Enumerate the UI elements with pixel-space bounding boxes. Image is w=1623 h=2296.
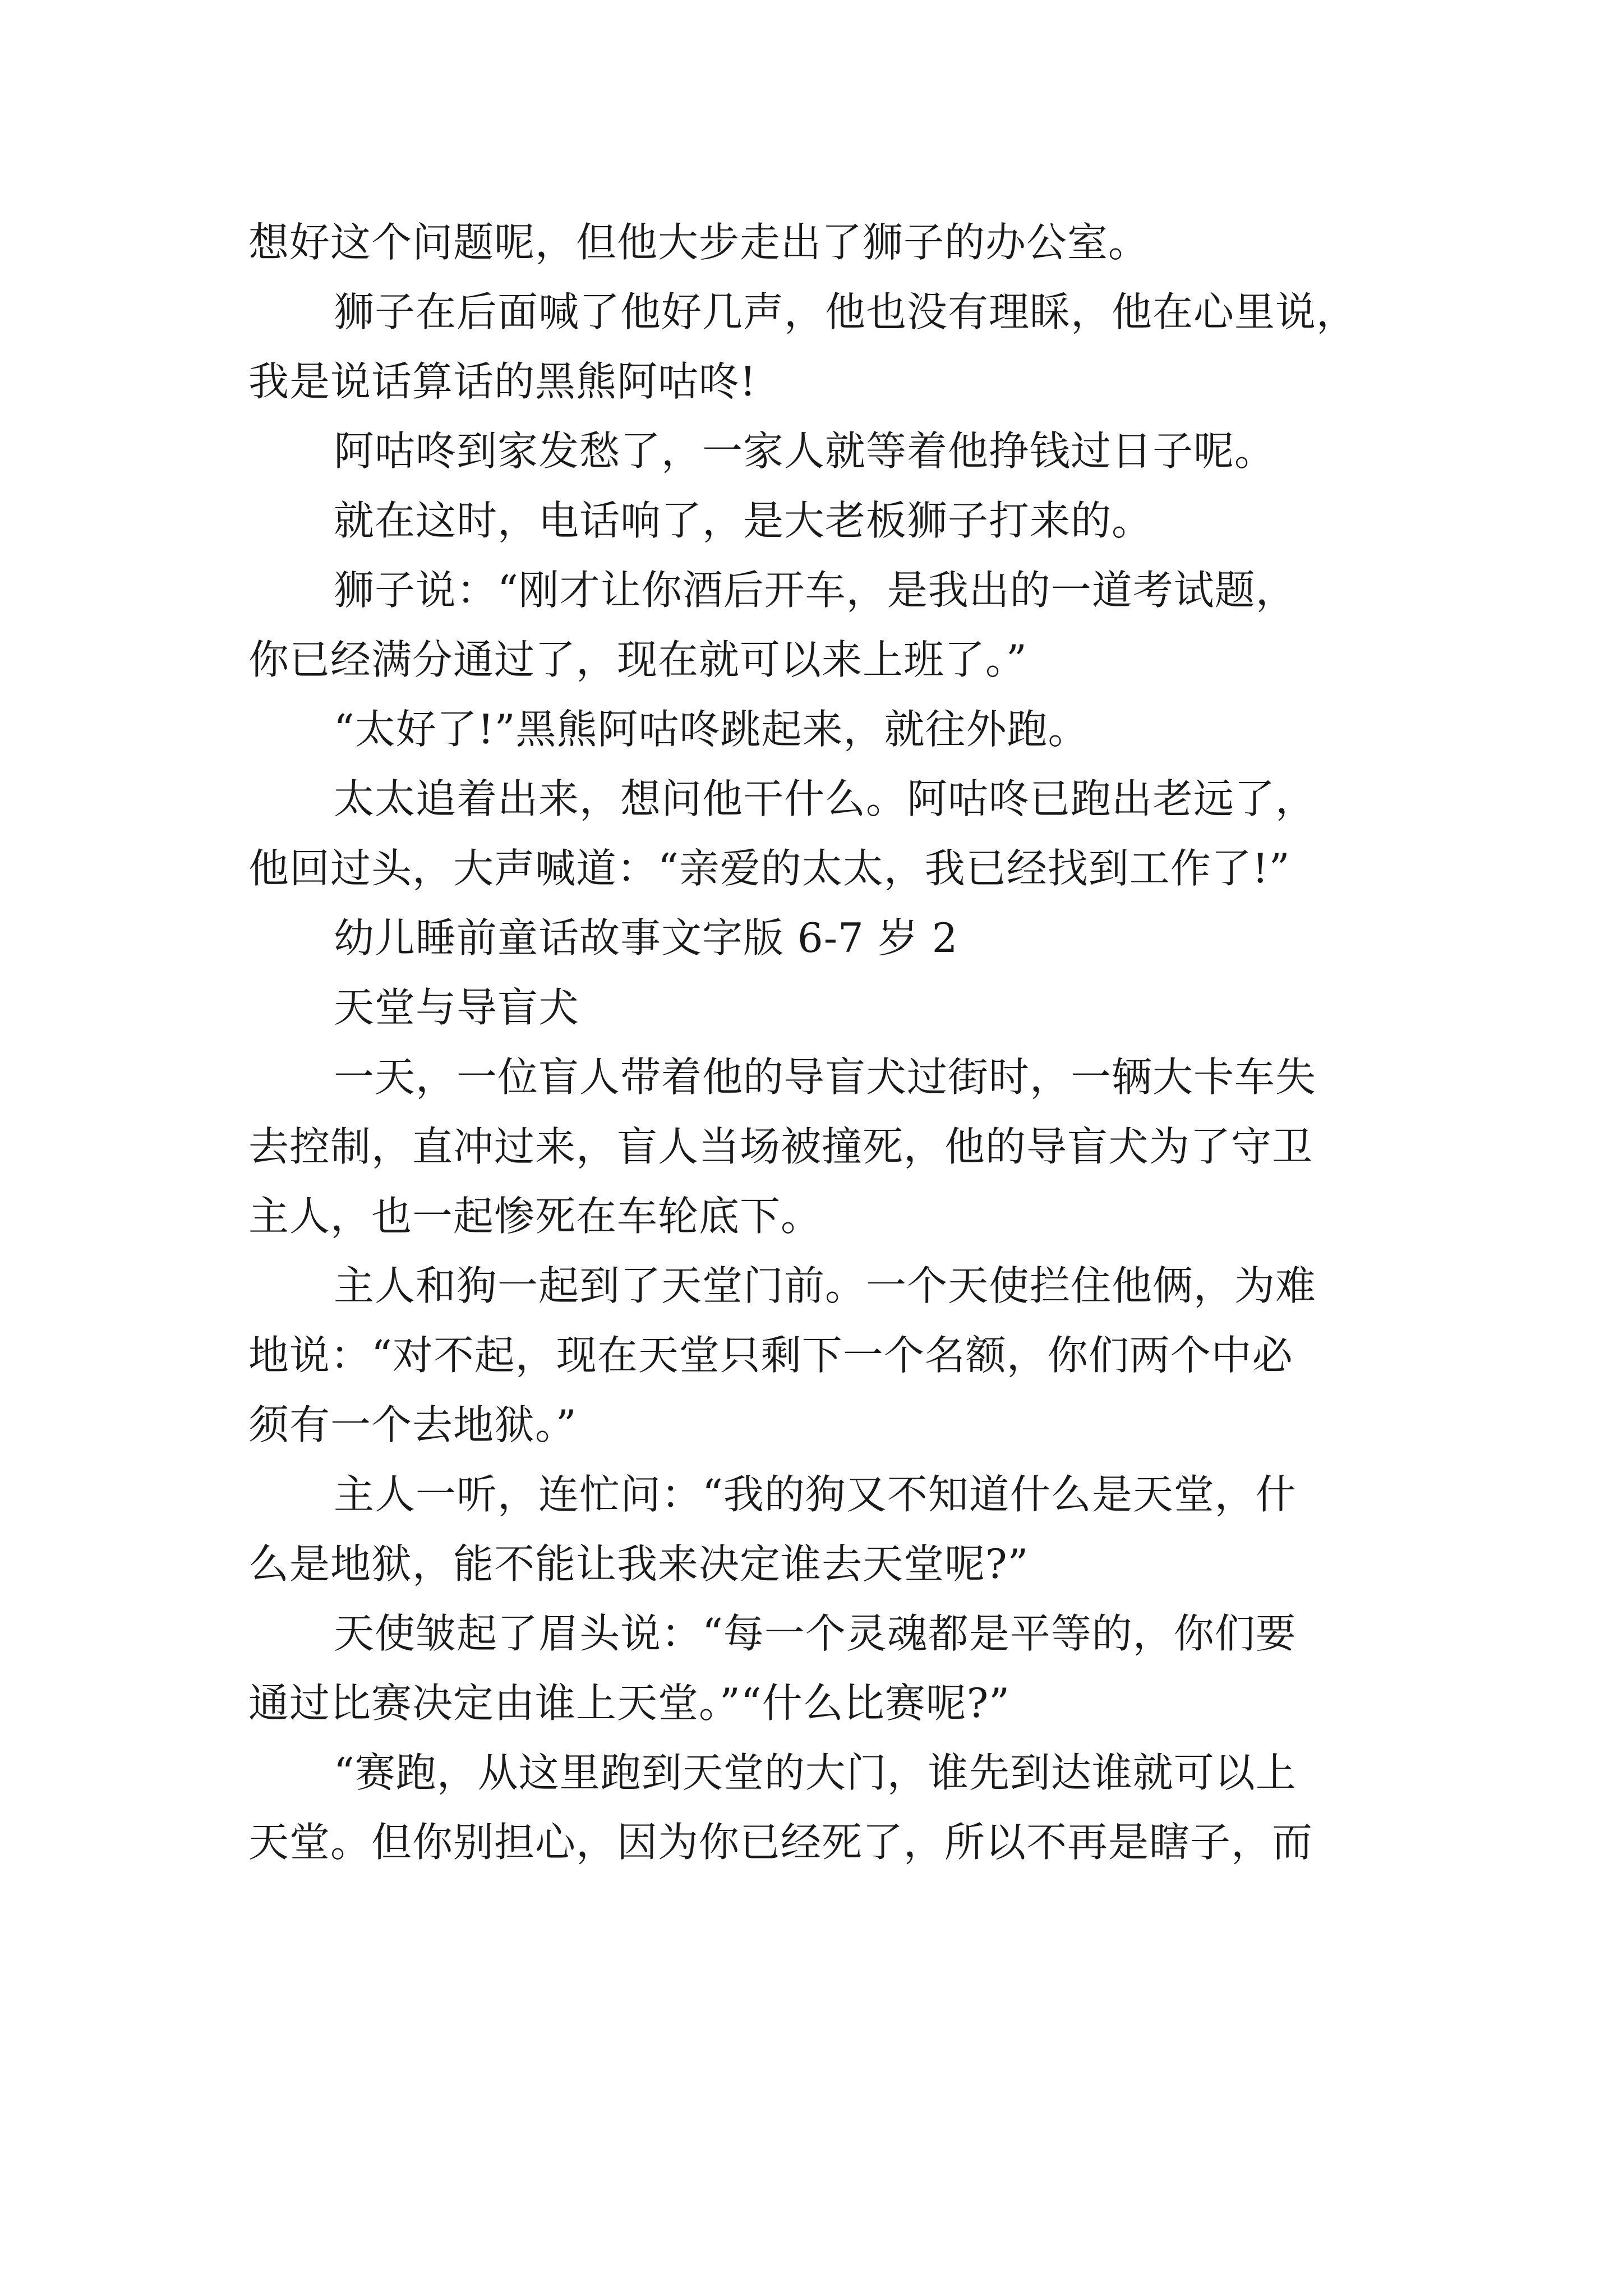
text-line: 他回过头，大声喊道：“亲爱的太太，我已经找到工作了!” [248,845,1290,892]
text-line: “太好了!”黑熊阿咕咚跳起来，就往外跑。 [334,706,1089,753]
text-line: 天堂。但你别担心，因为你已经死了，所以不再是瞎子，而 [248,1819,1313,1866]
text-line: “赛跑，从这里跑到天堂的大门，谁先到达谁就可以上 [334,1749,1297,1796]
text-line: 阿咕咚到家发愁了，一家人就等着他挣钱过日子呢。 [334,427,1276,475]
text-line: 主人和狗一起到了天堂门前。一个天使拦住他俩，为难 [334,1262,1317,1309]
text-line: 狮子说：“刚才让你酒后开车，是我出的一道考试题， [334,567,1297,614]
text-line: 么是地狱，能不能让我来决定谁去天堂呢?” [248,1540,1029,1588]
text-line: 通过比赛决定由谁上天堂。”“什么比赛呢?” [248,1680,1011,1727]
text-line: 想好这个问题呢，但他大步走出了狮子的办公室。 [248,219,1150,266]
text-line: 太太追着出来，想问他干什么。阿咕咚已跑出老远了， [334,775,1317,822]
text-line: 狮子在后面喊了他好几声，他也没有理睬，他在心里说， [334,288,1358,335]
text-line: 幼儿睡前童话故事文字版 6-7 岁 2 [334,914,958,961]
text-line: 就在这时，电话响了，是大老板狮子打来的。 [334,497,1153,544]
text-line: 你已经满分通过了，现在就可以来上班了。” [248,636,1027,683]
text-line: 天使皱起了眉头说：“每一个灵魂都是平等的，你们要 [334,1610,1297,1657]
text-line: 我是说话算话的黑熊阿咕咚! [248,358,757,405]
text-line: 主人一听，连忙问：“我的狗又不知道什么是天堂，什 [334,1471,1297,1518]
text-line: 须有一个去地狱。” [248,1401,577,1448]
story-text-block [248,208,1387,1877]
text-line: 主人，也一起惨死在车轮底下。 [248,1193,822,1240]
text-line: 去控制，直冲过来，盲人当场被撞死，他的导盲犬为了守卫 [248,1123,1313,1170]
text-line: 天堂与导盲犬 [334,984,580,1031]
text-line: 一天，一位盲人带着他的导盲犬过街时，一辆大卡车失 [334,1053,1317,1101]
text-line: 地说：“对不起，现在天堂只剩下一个名额，你们两个中必 [248,1332,1293,1379]
